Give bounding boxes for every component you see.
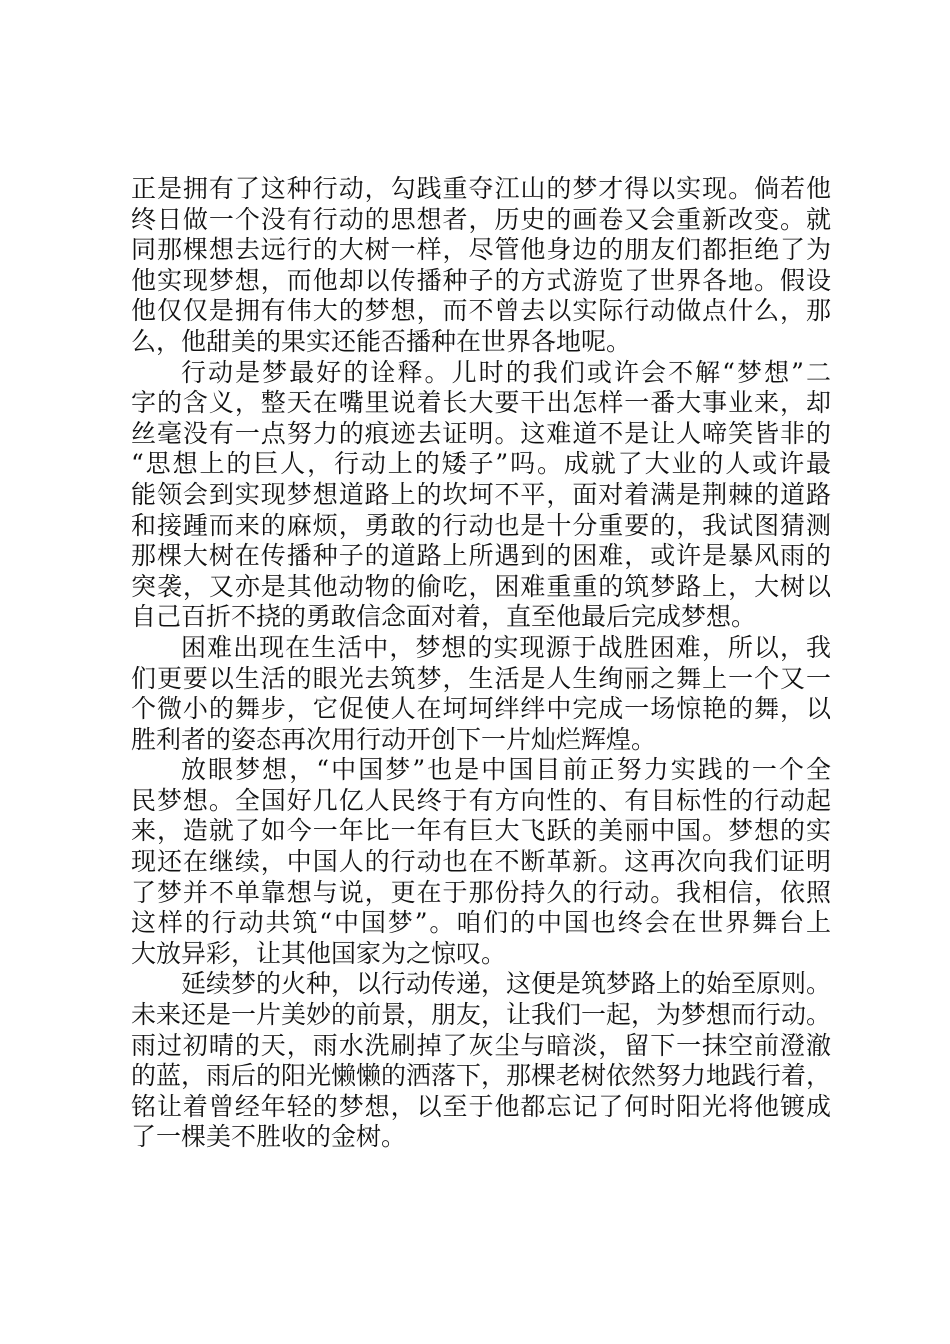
text-line: 了一棵美不胜收的金树。: [131, 1122, 407, 1152]
text-line: 丝毫没有一点努力的痕迹去证明。这难道不是让人啼笑皆非的: [131, 418, 831, 448]
paragraph: [131, 174, 831, 358]
text-line: 大放异彩，让其他国家为之惊叹。: [131, 938, 507, 968]
text-line: 民梦想。全国好几亿人民终于有方向性的、有目标性的行动起: [131, 785, 831, 815]
text-line: 这样的行动共筑“中国梦”。咱们的中国也终会在世界舞台上: [131, 908, 831, 938]
text-line: 同那棵想去远行的大树一样，尽管他身边的朋友们都拒绝了为: [131, 235, 831, 265]
text-line: 么，他甜美的果实还能否播种在世界各地呢。: [131, 326, 632, 356]
text-line: “思想上的巨人，行动上的矮子”吗。成就了大业的人或许最: [131, 449, 831, 479]
text-line: 他实现梦想，而他却以传播种子的方式游览了世界各地。假设: [131, 265, 831, 295]
text-line: 延续梦的火种，以行动传递，这便是筑梦路上的始至原则。: [181, 969, 832, 999]
text-line: 能领会到实现梦想道路上的坎坷不平，面对着满是荆棘的道路: [131, 479, 831, 509]
paragraph: [131, 969, 831, 1153]
text-line: 突袭，又亦是其他动物的偷吃，困难重重的筑梦路上，大树以: [131, 571, 831, 601]
text-line: 现还在继续，中国人的行动也在不断革新。这再次向我们证明: [131, 847, 831, 877]
paragraph: [131, 358, 831, 633]
text-line: 正是拥有了这种行动，勾践重夺江山的梦才得以实现。倘若他: [131, 174, 831, 203]
text-line: 个微小的舞步，它促使人在坷坷绊绊中完成一场惊艳的舞，以: [131, 694, 831, 724]
text-line: 那棵大树在传播种子的道路上所遇到的困难，或许是暴风雨的: [131, 541, 831, 571]
text-line: 未来还是一片美妙的前景，朋友，让我们一起，为梦想而行动。: [131, 1000, 832, 1030]
text-line: 自己百折不挠的勇敢信念面对着，直至他最后完成梦想。: [131, 602, 757, 632]
text-line: 胜利者的姿态再次用行动开创下一片灿烂辉煌。: [131, 724, 657, 754]
text-line: 和接踵而来的麻烦，勇敢的行动也是十分重要的，我试图猜测: [131, 510, 831, 540]
text-line: 放眼梦想，“中国梦”也是中国目前正努力实践的一个全: [181, 755, 831, 785]
text-line: 了梦并不单靠想与说，更在于那份持久的行动。我相信，依照: [131, 877, 831, 907]
text-line: 他仅仅是拥有伟大的梦想，而不曾去以实际行动做点什么，那: [131, 296, 831, 326]
text-line: 铭让着曾经年轻的梦想，以至于他都忘记了何时阳光将他镀成: [131, 1091, 831, 1121]
text-line: 来，造就了如今一年比一年有巨大飞跃的美丽中国。梦想的实: [131, 816, 831, 846]
text-line: 困难出现在生活中，梦想的实现源于战胜困难，所以，我: [181, 632, 831, 662]
paragraph: [131, 633, 831, 755]
text-line: 们更要以生活的眼光去筑梦，生活是人生绚丽之舞上一个又一: [131, 663, 831, 693]
paragraph: [131, 755, 831, 969]
text-line: 字的含义，整天在嘴里说着长大要干出怎样一番大事业来，却: [131, 388, 831, 418]
document-body: [131, 174, 831, 1153]
text-line: 雨过初晴的天，雨水洗刷掉了灰尘与暗淡，留下一抹空前澄澈: [131, 1030, 831, 1060]
text-line: 的蓝，雨后的阳光懒懒的洒落下，那棵老树依然努力地践行着，: [131, 1061, 832, 1091]
text-line: 行动是梦最好的诠释。儿时的我们或许会不解“梦想”二: [181, 357, 831, 387]
text-line: 终日做一个没有行动的思想者，历史的画卷又会重新改变。就: [131, 204, 831, 234]
